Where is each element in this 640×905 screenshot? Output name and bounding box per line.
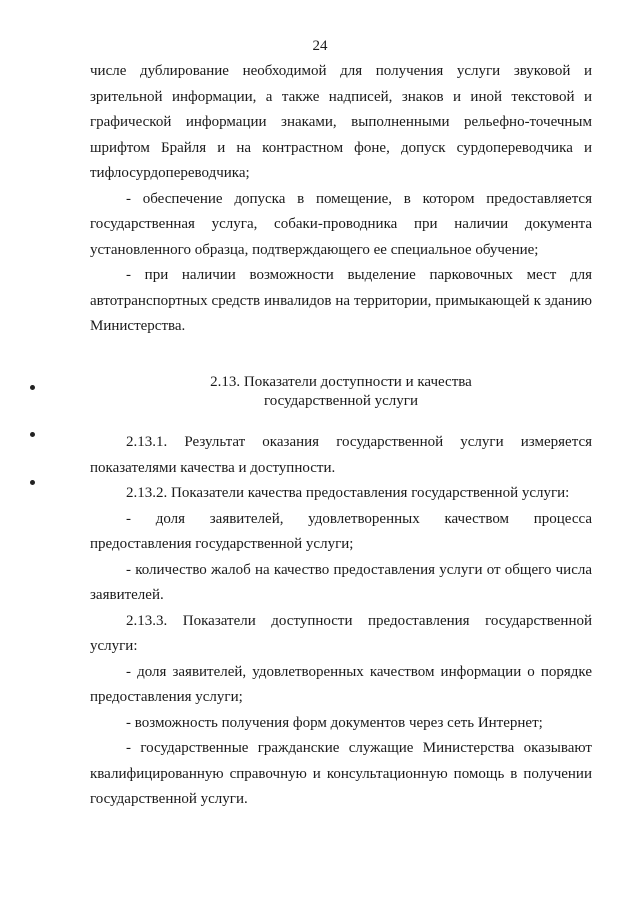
margin-mark-2 [30,432,35,437]
upper-text-block [90,59,592,340]
margin-mark-3 [30,480,35,485]
section-heading-line-1: 2.13. Показатели доступности и качества [210,374,472,390]
access-item-consultation: - государственные гражданские служащие Министерства оказывают квалифицированную справочную и консультационную помощь в получении государственной услуги. [90,740,592,807]
margin-mark-1 [30,385,35,390]
access-item-internet-forms: - возможность получения форм документов через сеть Интернет; [126,714,543,731]
quality-item-satisfied: - доля заявителей, удовлетворенных качеством процесса предоставления государственной услуги; [90,510,592,552]
clause-2-13-3: 2.13.3. Показатели доступности предоставления государственной услуги: [90,612,592,654]
page-number: 24 [312,38,328,54]
list-item-guide-dog: - обеспечение допуска в помещение, в котором предоставляется государственная услуга, собаки-проводника при наличии документа установленного образца, подтверждающего ее специальное обучение; [90,190,592,258]
clause-2-13-2: 2.13.2. Показатели качества предоставления государственной услуги: [126,485,570,501]
quality-item-complaints: - количество жалоб на качество предоставления услуги от общего числа заявителей. [90,561,592,603]
access-item-information: - доля заявителей, удовлетворенных качеством информации о порядке предоставления услуги; [90,663,592,705]
section-heading-line-2: государственной услуги [264,393,418,409]
list-item-parking: - при наличии возможности выделение парковочных мест для автотранспортных средств инвалидов на территории, примыкающей к зданию Министерства. [90,267,592,334]
continued-paragraph: числе дублирование необходимой для получения услуги звуковой и зрительной информации, а также надписей, знаков и иной текстовой и графической информации знаками, выполненными рельефно-точечным шрифтом Брайля и на контрастном фоне, допуск сурдопереводчика и тифлосурдопереводчика; [90,63,592,181]
clause-2-13-1: 2.13.1. Результат оказания государственной услуги измеряется показателями качества и доступности. [90,434,592,476]
section-heading [90,373,592,411]
lower-text-block [90,430,592,813]
